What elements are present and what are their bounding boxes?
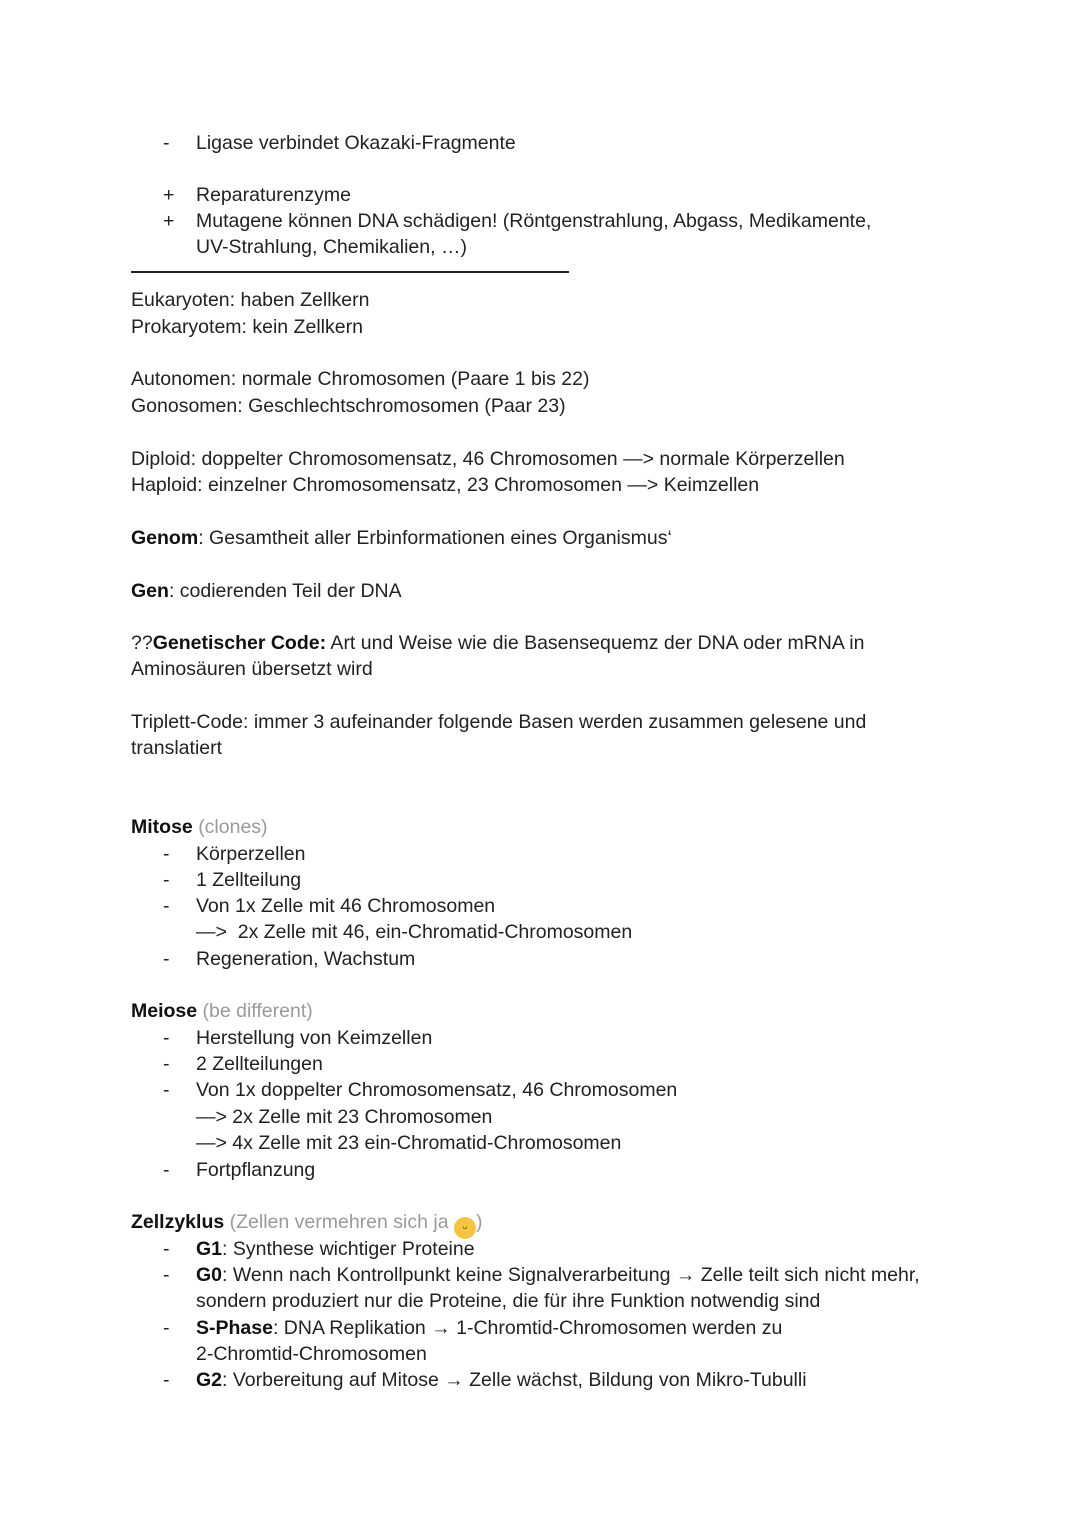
bullet-dash: - (163, 948, 170, 970)
note: (clones) (198, 816, 268, 838)
def-text: : Vorbereitung auf Mitose → Zelle wächst, Bildung von Mikro-Tubulli (222, 1369, 807, 1391)
list-item: Körperzellen (196, 843, 306, 865)
bullet-dash: - (163, 1238, 170, 1260)
list-item-g1 (196, 1236, 475, 1262)
term: G1 (196, 1238, 223, 1260)
list-item: 2 Zellteilungen (196, 1053, 323, 1075)
bullet-dash: - (163, 1317, 170, 1339)
bullet-dash: - (163, 1264, 170, 1286)
note: (be different) (202, 1000, 313, 1022)
bullet-plus: + (163, 210, 175, 232)
def-text: Art und Weise wie die Basensequemz der DNA oder mRNA in (326, 632, 865, 654)
list-item: Von 1x Zelle mit 46 Chromosomen (196, 895, 496, 917)
def-genetic-code-cont: Aminosäuren übersetzt wird (131, 658, 373, 680)
heading: Mitose (131, 816, 193, 838)
def-genom (131, 525, 672, 551)
def-text: : Synthese wichtiger Proteine (222, 1238, 475, 1260)
def-text: : DNA Replikation → 1-Chromtid-Chromosomen werden zu (272, 1317, 783, 1339)
def-text: : Gesamtheit aller Erbinformationen eines Organismus‘ (198, 527, 672, 549)
def-diploid: Diploid: doppelter Chromosomensatz, 46 Chromosomen —> normale Körperzellen (131, 448, 845, 470)
cat-emoji-icon: ᵕ (454, 1217, 476, 1239)
term: G2 (196, 1369, 223, 1391)
list-item: 1 Zellteilung (196, 869, 302, 891)
section-mitose-heading (131, 814, 268, 840)
def-haploid: Haploid: einzelner Chromosomensatz, 23 Chromosomen —> Keimzellen (131, 474, 760, 496)
list-item: Mutagene können DNA schädigen! (Röntgenstrahlung, Abgass, Medikamente, (196, 210, 872, 232)
def-triplett: Triplett-Code: immer 3 aufeinander folgende Basen werden zusammen gelesene und (131, 711, 867, 733)
def-autonomen: Autonomen: normale Chromosomen (Paare 1 bis 22) (131, 368, 590, 390)
list-item: Von 1x doppelter Chromosomensatz, 46 Chromosomen (196, 1079, 678, 1101)
bullet-dash: - (163, 1159, 170, 1181)
bullet-dash: - (163, 1053, 170, 1075)
list-item-cont: 2-Chromtid-Chromosomen (196, 1343, 427, 1365)
term: Gen (131, 580, 169, 602)
bullet-dash: - (163, 1027, 170, 1049)
list-item-cont: sondern produziert nur die Proteine, die für ihre Funktion notwendig sind (196, 1290, 821, 1312)
bullet-dash: - (163, 1079, 170, 1101)
list-item: Reparaturenzyme (196, 184, 351, 206)
def-gen (131, 578, 402, 604)
term: Genom (131, 527, 199, 549)
bullet-dash: - (163, 1369, 170, 1391)
list-item: Fortpflanzung (196, 1159, 316, 1181)
section-meiose-heading (131, 998, 313, 1024)
def-text: : codierenden Teil der DNA (168, 580, 402, 602)
def-prokaryotem: Prokaryotem: kein Zellkern (131, 316, 363, 338)
term: Genetischer Code: (152, 632, 327, 654)
def-genetic-code (131, 630, 864, 656)
heading: Zellzyklus (131, 1211, 225, 1233)
list-item-s-phase (196, 1315, 782, 1341)
term: G0 (196, 1264, 223, 1286)
list-item: Herstellung von Keimzellen (196, 1027, 433, 1049)
list-item-g2 (196, 1367, 807, 1393)
heading: Meiose (131, 1000, 198, 1022)
note: (Zellen vermehren sich ja (229, 1211, 454, 1233)
list-item-cont: UV-Strahlung, Chemikalien, …) (196, 236, 467, 258)
list-item: Regeneration, Wachstum (196, 948, 416, 970)
list-item-cont: —> 2x Zelle mit 46, ein-Chromatid-Chromosomen (196, 921, 633, 943)
section-zellzyklus-heading (131, 1209, 482, 1239)
list-item: Ligase verbindet Okazaki-Fragmente (196, 132, 516, 154)
list-item-cont: —> 4x Zelle mit 23 ein-Chromatid-Chromosomen (196, 1132, 622, 1154)
bullet-dash: - (163, 895, 170, 917)
bullet-plus: + (163, 184, 175, 206)
bullet-dash: - (163, 132, 170, 154)
def-gonosomen: Gonosomen: Geschlechtschromosomen (Paar 23) (131, 395, 566, 417)
def-text: : Wenn nach Kontrollpunkt keine Signalverarbeitung → Zelle teilt sich nicht mehr, (222, 1264, 920, 1286)
def-eukaryoten: Eukaryoten: haben Zellkern (131, 289, 370, 311)
term: S-Phase (196, 1317, 273, 1339)
list-item-g0 (196, 1262, 920, 1288)
note-close: ) (475, 1211, 483, 1233)
bullet-dash: - (163, 843, 170, 865)
divider (131, 271, 569, 273)
list-item-cont: —> 2x Zelle mit 23 Chromosomen (196, 1106, 493, 1128)
def-triplett-cont: translatiert (131, 737, 223, 759)
prefix: ?? (131, 632, 153, 654)
bullet-dash: - (163, 869, 170, 891)
